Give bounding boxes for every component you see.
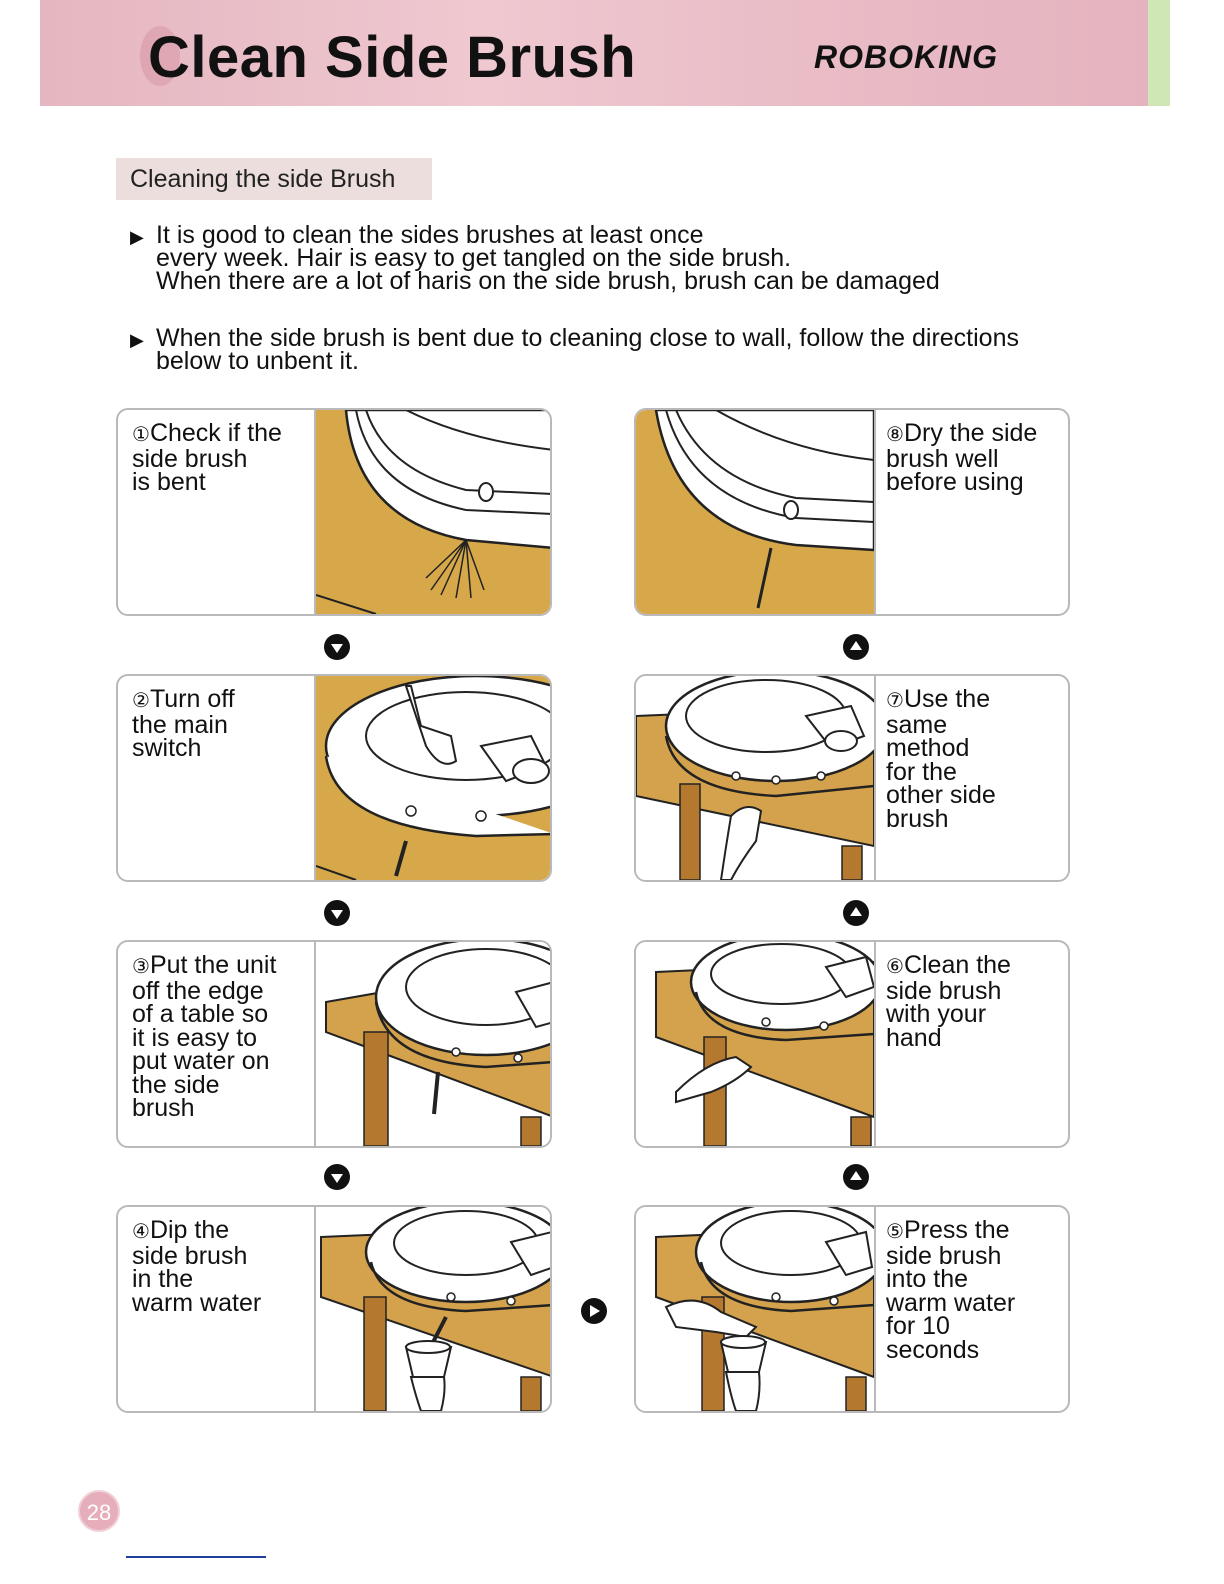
arrow-up-icon [841, 1162, 871, 1192]
step-1-illustration [314, 410, 552, 614]
step-3-panel [116, 940, 552, 1148]
arrow-up-icon [841, 632, 871, 662]
roboking-logo [814, 38, 1054, 76]
step-2-caption: ②Turn off the main switch [132, 685, 235, 762]
step-8-caption: ⑧Dry the side brush well before using [886, 419, 1038, 496]
step-7-caption: ⑦Use the same method for the other side brush [886, 685, 996, 833]
page-title: Clean Side Brush [148, 25, 637, 90]
step-1-panel [116, 408, 552, 616]
step-5-caption: ⑤Press the side brush into the warm water for 10 seconds [886, 1216, 1016, 1364]
bullet-2-line-1: When the side brush is bent due to cleaning close to wall, follow the directions [156, 324, 1019, 352]
page-number: 28 [78, 1490, 120, 1532]
bullet-arrow-icon: ▶ [130, 227, 144, 247]
bullet-1-line-3: When there are a lot of haris on the side brush, brush can be damaged [156, 267, 940, 295]
step-5-panel [634, 1205, 1070, 1413]
step-8-panel [634, 408, 1070, 616]
step-4-illustration [314, 1207, 552, 1411]
step-8-illustration [636, 410, 876, 614]
bullet-1-line-2: every week. Hair is easy to get tangled on the side brush. [156, 244, 792, 272]
step-3-illustration [314, 942, 552, 1146]
section-label: Cleaning the side Brush [116, 158, 432, 200]
step-4-panel [116, 1205, 552, 1413]
arrow-down-icon [322, 632, 352, 662]
bullet-arrow-icon: ▶ [130, 330, 144, 350]
step-6-illustration [636, 942, 876, 1146]
logo-text: ROBOKING [814, 39, 998, 75]
bullet-2-line-2: below to unbent it. [156, 347, 359, 375]
step-1-caption: ①Check if the side brush is bent [132, 419, 282, 496]
arrow-down-icon [322, 1162, 352, 1192]
arrow-up-icon [841, 898, 871, 928]
step-5-illustration [636, 1207, 876, 1411]
step-3-caption: ③Put the unit off the edge of a table so it is easy to put water on the side brush [132, 951, 277, 1122]
step-7-illustration [636, 676, 876, 880]
step-4-caption: ④Dip the side brush in the warm water [132, 1216, 262, 1317]
footer-line [126, 1556, 266, 1558]
header-side-strip [1148, 0, 1170, 106]
arrow-right-icon [579, 1296, 609, 1326]
step-6-caption: ⑥Clean the side brush with your hand [886, 951, 1011, 1052]
step-2-illustration [314, 676, 552, 880]
arrow-down-icon [322, 898, 352, 928]
step-6-panel [634, 940, 1070, 1148]
step-7-panel [634, 674, 1070, 882]
bullet-1-line-1: It is good to clean the sides brushes at least once [156, 221, 704, 249]
step-2-panel [116, 674, 552, 882]
